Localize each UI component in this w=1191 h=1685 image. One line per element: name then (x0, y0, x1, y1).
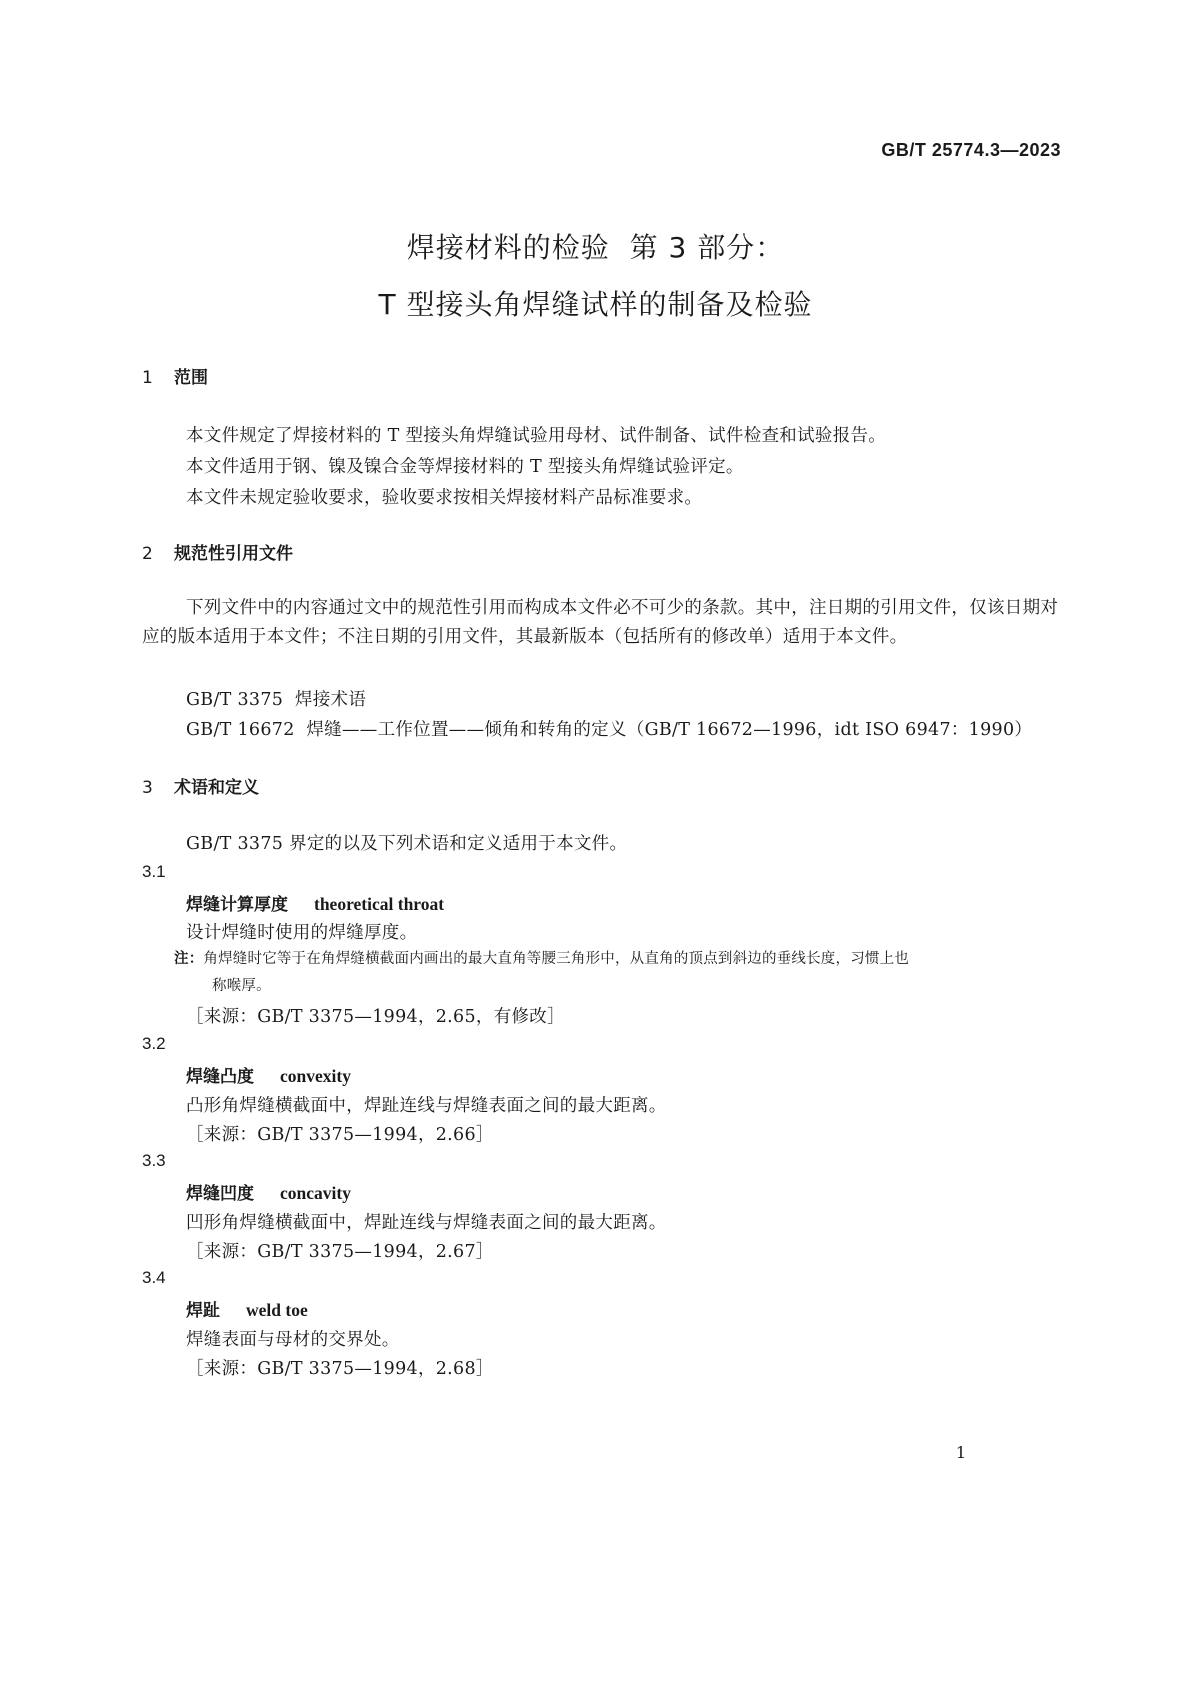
section-2-heading (142, 539, 293, 564)
scope-paragraph: 本文件未规定验收要求，验收要求按相关焊接材料产品标准要求。 (186, 488, 703, 508)
term-en: weld toe (246, 1300, 308, 1320)
term-definition: 凹形角焊缝横截面中，焊趾连线与焊缝表面之间的最大距离。 (186, 1213, 667, 1233)
term-cn: 焊缝计算厚度 (186, 895, 288, 915)
term-definition: 凸形角焊缝横截面中，焊趾连线与焊缝表面之间的最大距离。 (186, 1096, 667, 1116)
term-cn: 焊趾 (186, 1301, 220, 1321)
page-number: 1 (955, 1443, 966, 1462)
section-1-heading (142, 363, 208, 388)
section-1-title: 范围 (174, 368, 208, 388)
document-title-line-2: T 型接头角焊缝试样的制备及检验 (378, 288, 813, 321)
section-2-title: 规范性引用文件 (174, 544, 293, 564)
reference-item: GB/T 3375 焊接术语 (186, 690, 367, 710)
term-definition: 设计焊缝时使用的焊缝厚度。 (186, 923, 418, 943)
standard-number: GB/T 25774.3—2023 (881, 140, 1061, 160)
document-title-line-1: 焊接材料的检验 第 3 部分： (406, 231, 785, 264)
term-entry (186, 890, 444, 915)
scope-paragraph: 本文件适用于钢、镍及镍合金等焊接材料的 T 型接头角焊缝试验评定。 (186, 457, 744, 477)
section-3-heading (142, 773, 259, 798)
term-en: concavity (280, 1183, 351, 1203)
term-source: ［来源：GB/T 3375—1994，2.67］ (186, 1242, 494, 1262)
note-text: 角焊缝时它等于在角焊缝横截面内画出的最大直角等腰三角形中，从直角的顶点到斜边的垂线长度，习惯上也 (203, 951, 910, 967)
term-note (174, 946, 1064, 1000)
term-definition: 焊缝表面与母材的交界处。 (186, 1330, 400, 1350)
term-number: 3.2 (142, 1034, 166, 1053)
term-entry (186, 1296, 308, 1321)
section-2-number: 2 (142, 544, 153, 564)
term-entry (186, 1062, 351, 1087)
term-number: 3.1 (142, 862, 166, 881)
section-3-title: 术语和定义 (174, 778, 259, 798)
terms-intro: GB/T 3375 界定的以及下列术语和定义适用于本文件。 (186, 834, 628, 854)
term-number: 3.4 (142, 1268, 166, 1287)
term-source: ［来源：GB/T 3375—1994，2.68］ (186, 1359, 494, 1379)
term-en: convexity (280, 1066, 351, 1086)
term-source: ［来源：GB/T 3375—1994，2.65，有修改］ (186, 1007, 565, 1027)
reference-item: GB/T 16672 焊缝——工作位置——倾角和转角的定义（GB/T 16672—1996，idt ISO 6947：1990） (186, 720, 1033, 740)
note-text-continued: 称喉厚。 (212, 978, 271, 994)
term-source: ［来源：GB/T 3375—1994，2.66］ (186, 1125, 494, 1145)
term-en: theoretical throat (314, 894, 445, 914)
section-1-number: 1 (142, 368, 153, 388)
scope-paragraph: 本文件规定了焊接材料的 T 型接头角焊缝试验用母材、试件制备、试件检查和试验报告。 (186, 426, 887, 446)
term-entry (186, 1179, 351, 1204)
term-cn: 焊缝凸度 (186, 1067, 254, 1087)
section-3-number: 3 (142, 778, 153, 798)
note-label: 注： (174, 951, 204, 967)
term-number: 3.3 (142, 1151, 166, 1170)
normative-references-intro: 下列文件中的内容通过文中的规范性引用而构成本文件必不可少的条款。其中，注日期的引用文件，仅该日期对应的版本适用于本文件；不注日期的引用文件，其最新版本（包括所有的修改单）适用于本文件。 (142, 598, 1059, 647)
term-cn: 焊缝凹度 (186, 1184, 254, 1204)
